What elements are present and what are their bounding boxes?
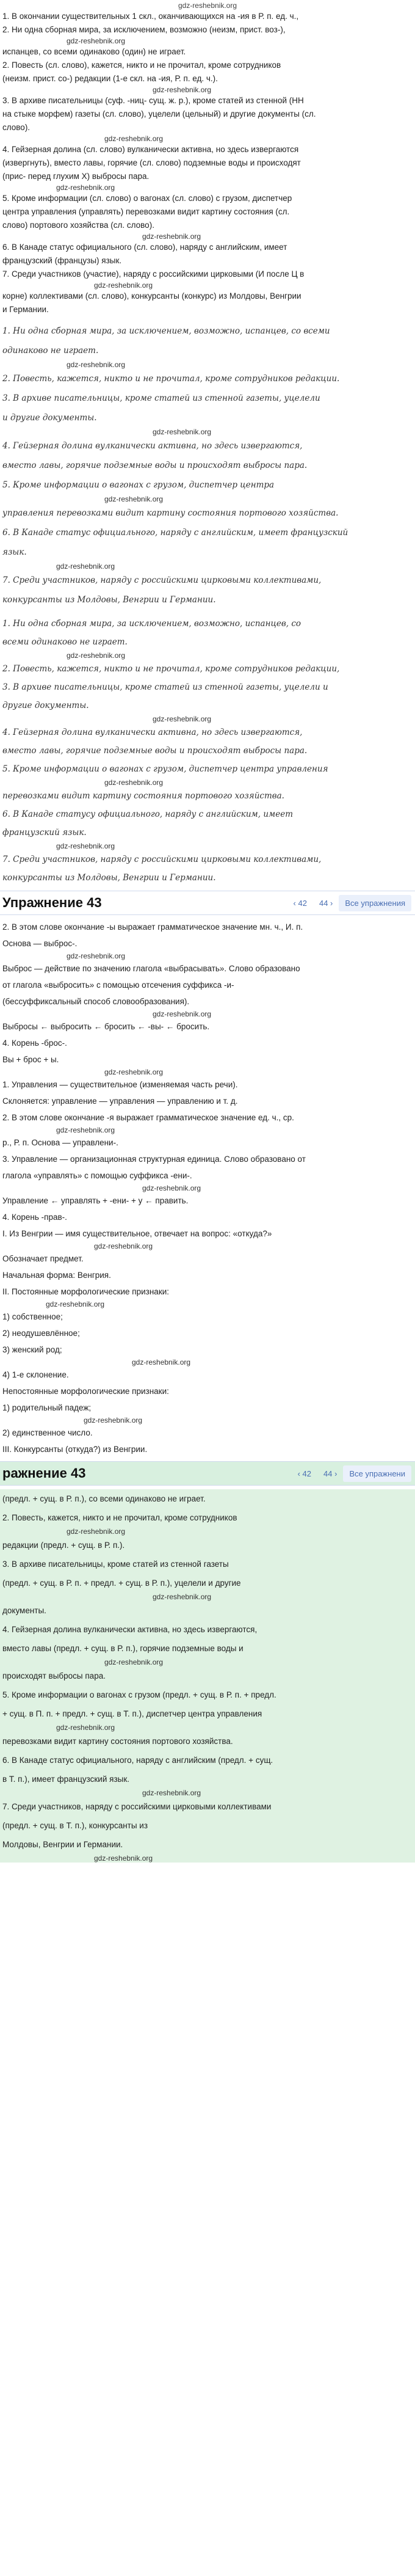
watermark-text: gdz-reshebnik.org [67, 651, 126, 660]
task3-line: 7. Среди участников, наряду с российскими цирковыми коллективами, [2, 855, 322, 864]
watermark-text: gdz-reshebnik.org [104, 778, 164, 787]
task3-line: конкурсанты из Молдовы, Венгрии и Германии. [2, 873, 216, 883]
watermark-text: gdz-reshebnik.org [67, 37, 126, 45]
task3-line: 3. В архиве писательницы, кроме статей из стенной газеты, уцелели и [2, 682, 328, 692]
task1-line: 6. В Канаде статус официального (сл. слово), наряду с английским, имеет [2, 243, 287, 252]
task3-line: 5. Кроме информации о вагонах с грузом, диспетчер центра управления [2, 764, 328, 774]
analysis-line: III. Конкурсанты (откуда?) из Венгрии. [2, 1445, 148, 1454]
analysis-line: 1) собственное; [2, 1312, 63, 1321]
task1-line: слово) портового хозяйства (сл. слово). [2, 221, 154, 230]
prev-exercise-link[interactable]: ‹ 42 [293, 898, 307, 908]
task1-line: на стыке морфем) газеты (сл. слово), уцелели (цельный) и другие документы (сл. [2, 109, 316, 119]
task4-line: (предл. + сущ. в Т. п.), конкурсанты из [2, 1821, 148, 1830]
task3-block [0, 615, 415, 887]
analysis-line: глагола «управлять» с помощью суффикса -ени-. [2, 1171, 192, 1180]
task3-line: 4. Гейзерная долина вулканически активна, но здесь извергаются, [2, 728, 303, 737]
watermark-text: gdz-reshebnik.org [56, 842, 115, 850]
task4-line: 2. Повесть, кажется, никто и не прочитал, кроме сотрудников [2, 1513, 237, 1522]
analysis-line: Выброс — действие по значению глагола «выбрасывать». Слово образовано [2, 964, 300, 973]
task3-line: другие документы. [2, 701, 89, 710]
site-header[interactable]: gdz-reshebnik.org [178, 1, 237, 10]
task3-line: перевозками видит картину состояния портового хозяйства. [2, 791, 284, 801]
watermark-text: gdz-reshebnik.org [56, 183, 115, 192]
task2-line: конкурсанты из Молдовы, Венгрии и Германии. [2, 595, 216, 605]
task3-line: 6. В Канаде статусу официального, наряду с английским, имеет [2, 809, 293, 819]
analysis-line: Управление ← управлять + -ени- + у ← править. [2, 1196, 189, 1205]
analysis-line: 4. Корень -брос-. [2, 1038, 67, 1048]
task1-line: 2. Повесть (сл. слово), кажется, никто и не прочитал, кроме сотрудников [2, 60, 281, 70]
prev-exercise-link-2[interactable]: ‹ 42 [297, 1469, 312, 1478]
task1-line: корне) коллективами (сл. слово), конкурсанты (конкурс) из Молдовы, Венгрии [2, 291, 301, 301]
next-exercise-link[interactable]: 44 › [319, 898, 333, 908]
analysis-block [0, 919, 415, 1458]
analysis-line: 2. В этом слове окончание -я выражает грамматическое значение ед. ч., ср. [2, 1113, 294, 1122]
watermark-text: gdz-reshebnik.org [153, 428, 212, 436]
task4-line: 4. Гейзерная долина вулканически активна, но здесь извергаются, [2, 1625, 258, 1634]
task1-line: 3. В архиве писательницы (суф. -ниц- сущ. ж. р.), кроме статей из стенной (НН [2, 96, 304, 105]
watermark-text: gdz-reshebnik.org [142, 1789, 201, 1797]
task2-line: 6. В Канаде статус официального, наряду с английским, имеет французский [2, 528, 348, 538]
analysis-line: 1. Управления — существительное (изменяемая часть речи). [2, 1080, 238, 1089]
watermark-text: gdz-reshebnik.org [132, 1358, 191, 1366]
analysis-line: Обозначает предмет. [2, 1254, 84, 1263]
task4-line: документы. [2, 1606, 46, 1615]
task1-line: 4. Гейзерная долина (сл. слово) вулканически активна, но здесь извергаются [2, 145, 299, 154]
watermark-text: gdz-reshebnik.org [94, 281, 153, 290]
watermark-text: gdz-reshebnik.org [104, 1068, 164, 1076]
task1-line: центра управления (управлять) перевозками видит картину состояния (сл. [2, 207, 290, 216]
all-exercises-button-2[interactable]: Все упражнени [343, 1465, 411, 1482]
analysis-line: 2) неодушевлённое; [2, 1329, 80, 1338]
analysis-line: 3. Управление — организационная структурная единица. Слово образовано от [2, 1155, 306, 1164]
watermark-text: gdz-reshebnik.org [104, 495, 164, 503]
analysis-line: Вы + брос + ы. [2, 1055, 59, 1064]
task2-line: одинаково не играет. [2, 346, 99, 356]
task4-line: 5. Кроме информации о вагонах с грузом (предл. + сущ. в Р. п. + предл. [2, 1690, 276, 1699]
analysis-line: 2. В этом слове окончание -ы выражает грамматическое значение мн. ч., И. п. [2, 922, 303, 932]
watermark-text: gdz-reshebnik.org [67, 1527, 126, 1536]
analysis-line: I. Из Венгрии — имя существительное, отвечает на вопрос: «откуда?» [2, 1229, 272, 1238]
task4-line: + сущ. в П. п. + предл. + сущ. в Т. п.), диспетчер центра управления [2, 1709, 262, 1718]
task4-line: 7. Среди участников, наряду с российскими цирковыми коллективами [2, 1802, 272, 1811]
task2-line: 3. В архиве писательницы, кроме статей из стенной газеты, уцелели [2, 393, 320, 403]
analysis-line: II. Постоянные морфологические признаки: [2, 1287, 170, 1296]
task1-line: 7. Среди участников (участие), наряду с российскими цирковыми (И после Ц в [2, 269, 305, 279]
watermark-text: gdz-reshebnik.org [56, 1126, 115, 1134]
watermark-text: gdz-reshebnik.org [104, 1658, 164, 1666]
task4-block [0, 1489, 415, 1863]
task2-line: 1. Ни одна сборная мира, за исключением, возможно, испанцев, со всеми [2, 326, 330, 336]
task4-line: 3. В архиве писательницы, кроме статей из стенной газеты [2, 1560, 229, 1569]
analysis-line: Склоняется: управление — управления — управлению и т. д. [2, 1096, 238, 1106]
task2-line: язык. [2, 547, 27, 557]
task1-block [0, 10, 415, 316]
watermark-text: gdz-reshebnik.org [67, 952, 126, 960]
task4-line: (предл. + сущ. в Р. п.), со всеми одинаково не играет. [2, 1494, 206, 1503]
watermark-text: gdz-reshebnik.org [142, 232, 201, 241]
watermark-text: gdz-reshebnik.org [142, 1184, 201, 1192]
analysis-line: от глагола «выбросить» с помощью отсечения суффикса -и- [2, 980, 234, 990]
next-exercise-link-2[interactable]: 44 › [323, 1469, 337, 1478]
task4-line: перевозками видит картину состояния портового хозяйства. [2, 1737, 233, 1746]
task1-line: 5. Кроме информации (сл. слово) о вагонах (сл. слово) с грузом, диспетчер [2, 194, 292, 203]
watermark-text: gdz-reshebnik.org [153, 1593, 212, 1601]
task2-line: 5. Кроме информации о вагонах с грузом, диспетчер центра [2, 480, 275, 490]
analysis-line: Выбросы ← выбросить ← бросить ← -вы- ← бросить. [2, 1022, 210, 1031]
task1-line: (прис- перед глухим X) выбросы пара. [2, 172, 150, 181]
task3-line: 1. Ни одна сборная мира, за исключением, возможно, испанцев, со [2, 619, 301, 629]
analysis-line: 2) единственное число. [2, 1428, 93, 1437]
analysis-line: Основа — выброс-. [2, 939, 78, 948]
exercise-title-2: ражнение 43 [2, 1465, 86, 1481]
task1-line: слово). [2, 123, 31, 132]
analysis-line: 1) родительный падеж; [2, 1403, 92, 1412]
task4-line: (предл. + сущ. в Р. п. + предл. + сущ. в Р. п.), уцелели и другие [2, 1578, 241, 1588]
exercise-nav-2 [0, 1461, 415, 1486]
watermark-text: gdz-reshebnik.org [153, 715, 212, 723]
watermark-text: gdz-reshebnik.org [153, 86, 212, 94]
analysis-line: р., Р. п. Основа — управлени-. [2, 1138, 118, 1147]
analysis-line: Начальная форма: Венгрия. [2, 1271, 111, 1280]
task2-line: 2. Повесть, кажется, никто и не прочитал, кроме сотрудников редакции. [2, 374, 340, 384]
task1-line: и Германии. [2, 305, 49, 314]
watermark-text: gdz-reshebnik.org [67, 360, 126, 369]
task1-line: 1. В окончании существительных 1 скл., оканчивающихся на -ия в Р. п. ед. ч., [2, 12, 299, 21]
task2-line: и другие документы. [2, 413, 97, 423]
task1-line: (извергнуть), вместо лавы, горячие (сл. слово) подземные воды и происходят [2, 158, 301, 167]
task2-block [0, 321, 415, 610]
analysis-line: 3) женский род; [2, 1345, 62, 1354]
task3-line: французский язык. [2, 828, 87, 837]
analysis-line: 4) 1-е склонение. [2, 1370, 69, 1379]
watermark-text: gdz-reshebnik.org [104, 134, 164, 143]
task2-line: вместо лавы, горячие подземные воды и происходят выбросы пара. [2, 461, 308, 470]
exercise-nav-1 [0, 891, 415, 915]
task1-line: испанцев, со всеми одинаково (один) не играет. [2, 47, 186, 56]
task4-line: происходят выбросы пара. [2, 1671, 106, 1680]
task1-line: французский (французы) язык. [2, 256, 122, 265]
task1-line: 2. Ни одна сборная мира, за исключением, возможно (неизм, прист. воз-), [2, 25, 286, 34]
task4-line: вместо лавы (предл. + сущ. в Р. п.), горячие подземные воды и [2, 1644, 244, 1653]
watermark-text: gdz-reshebnik.org [84, 1416, 143, 1425]
task4-line: редакции (предл. + сущ. в Р. п.). [2, 1541, 125, 1550]
task2-line: управления перевозками видит картину состояния портового хозяйства. [2, 508, 339, 518]
task1-line: (неизм. прист. со-) редакции (1-е скл. на -ия, Р. п. ед. ч.). [2, 74, 218, 83]
watermark-text: gdz-reshebnik.org [94, 1242, 153, 1250]
watermark-text: gdz-reshebnik.org [46, 1300, 105, 1308]
watermark-text: gdz-reshebnik.org [94, 1854, 153, 1863]
task3-line: всеми одинаково не играет. [2, 637, 128, 647]
task3-line: вместо лавы, горячие подземные воды и происходят выбросы пара. [2, 746, 308, 756]
analysis-line: Непостоянные морфологические признаки: [2, 1387, 169, 1396]
watermark-text: gdz-reshebnik.org [153, 1010, 212, 1018]
exercise-title: Упражнение 43 [2, 895, 102, 910]
task2-line: 4. Гейзерная долина вулканически активна, но здесь извергаются, [2, 441, 303, 451]
task4-line: в Т. п.), имеет французский язык. [2, 1775, 130, 1784]
task2-line: 7. Среди участников, наряду с российскими цирковыми коллективами, [2, 575, 322, 585]
task3-line: 2. Повесть, кажется, никто и не прочитал, кроме сотрудников редакции, [2, 664, 340, 674]
watermark-text: gdz-reshebnik.org [56, 1723, 115, 1732]
task4-line: 6. В Канаде статус официального, наряду с английским (предл. + сущ. [2, 1756, 273, 1765]
analysis-line: 4. Корень -прав-. [2, 1213, 67, 1222]
all-exercises-button[interactable]: Все упражнения [339, 895, 411, 911]
watermark-text: gdz-reshebnik.org [56, 562, 115, 571]
analysis-line: (бессуффиксальный способ словообразования). [2, 997, 190, 1006]
task4-line: Молдовы, Венгрии и Германии. [2, 1840, 123, 1849]
